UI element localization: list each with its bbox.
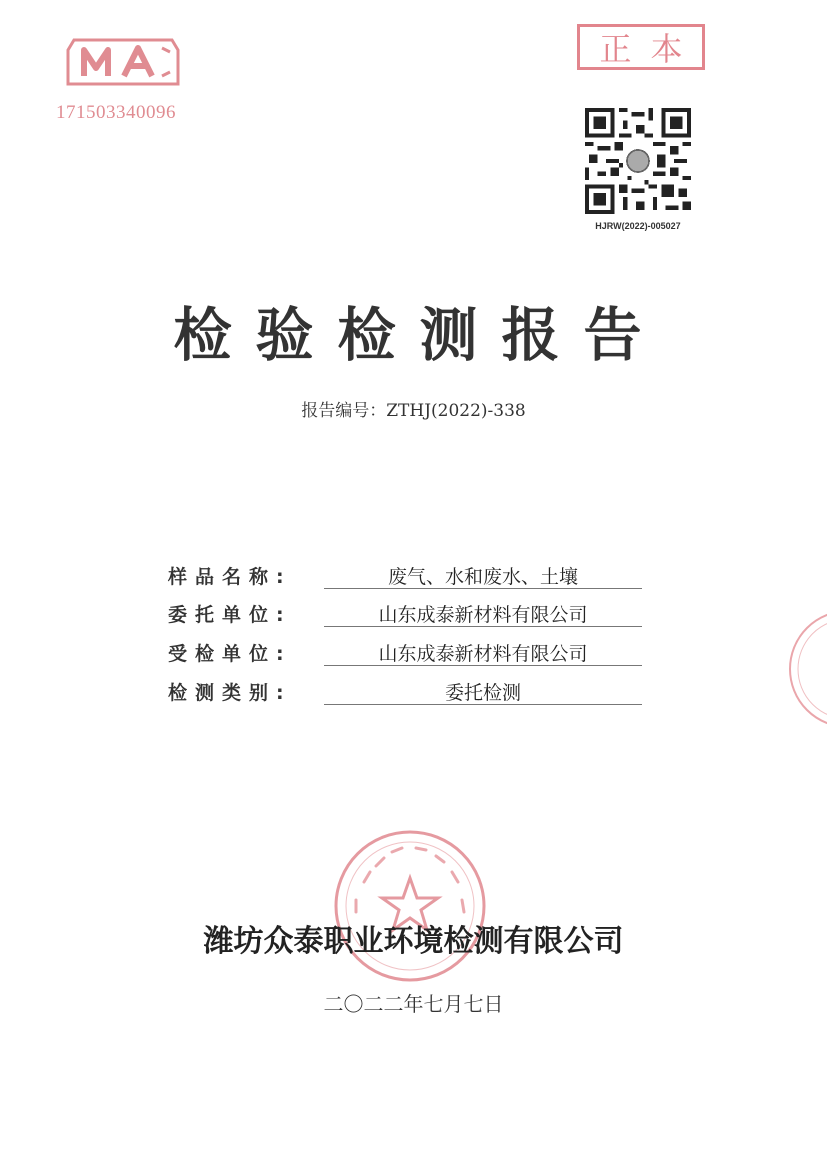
field-value: 山东成泰新材料有限公司	[378, 604, 588, 626]
field-inspected-unit	[168, 635, 642, 669]
field-test-category	[168, 674, 642, 708]
field-underline	[324, 588, 642, 589]
ma-certification-stamp	[66, 34, 180, 90]
field-underline	[324, 626, 642, 627]
company-round-seal	[330, 826, 490, 986]
field-value: 山东成泰新材料有限公司	[378, 643, 588, 665]
field-label: 受检单位:	[168, 643, 292, 665]
field-label: 样品名称:	[168, 566, 292, 588]
stamp-char-2: 本	[650, 30, 683, 68]
field-value: 委托检测	[444, 682, 521, 704]
field-underline	[324, 665, 642, 666]
field-sample-name	[168, 558, 642, 592]
issuing-company-name: 潍坊众泰职业环境检测有限公司	[203, 924, 624, 959]
field-value: 废气、水和废水、土壤	[387, 566, 578, 588]
field-underline	[324, 704, 642, 705]
field-label: 委托单位:	[168, 604, 292, 626]
report-title: 检验检测报告	[173, 301, 666, 369]
report-number: 报告编号：ZTHJ(2022)-338	[301, 401, 526, 421]
field-label: 检测类别:	[168, 682, 292, 704]
original-copy-stamp	[577, 24, 705, 70]
field-client	[168, 596, 642, 630]
stamp-char-1: 正	[599, 30, 632, 68]
qr-code	[585, 108, 691, 214]
ma-certificate-number: 171503340096	[56, 102, 176, 123]
issue-date: 二〇二二年七月七日	[323, 992, 504, 1016]
partial-seal-edge	[786, 604, 827, 734]
qr-caption: HJRW(2022)-005027	[595, 221, 681, 231]
